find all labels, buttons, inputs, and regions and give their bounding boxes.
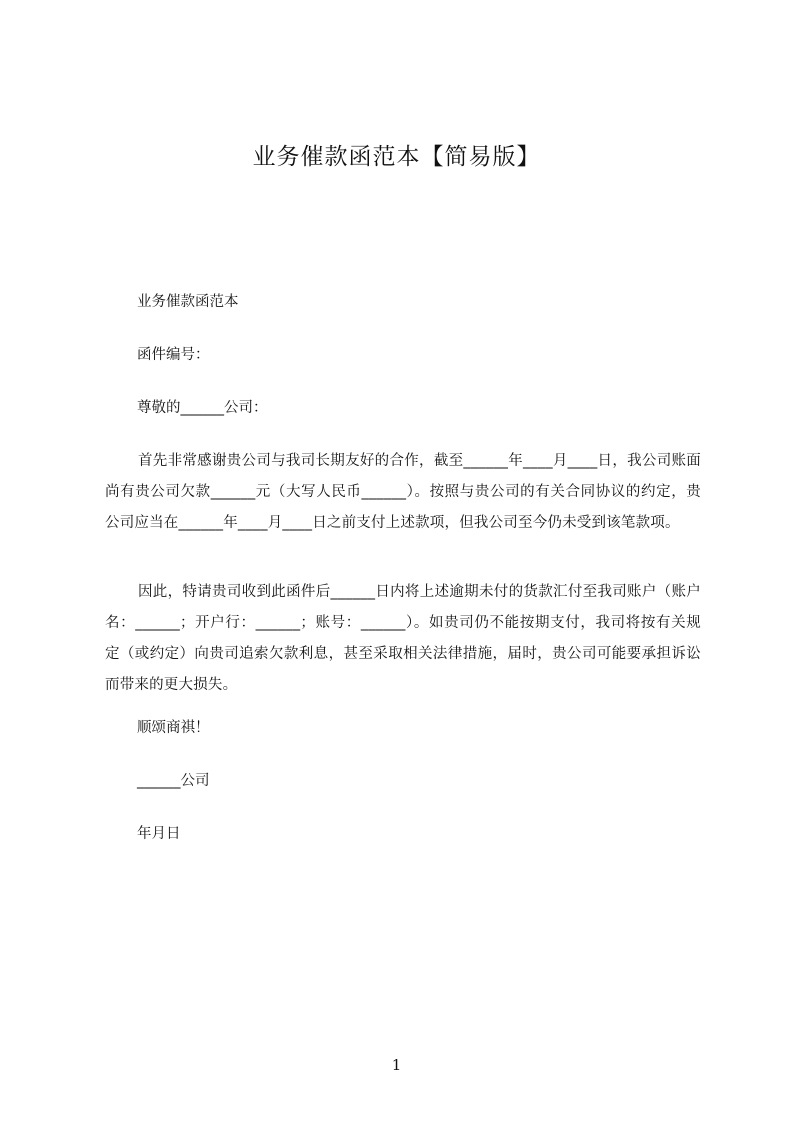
body-paragraph-2: 因此，特请贵司收到此函件后______日内将上述逾期未付的货款汇付至我司账户（账户名：______；开户行：______；账号：______）。如贵司仍不能按期支付，我司将按有关规定（或约定）向贵司追索欠款利息，甚至采取相关法律措施，届时，贵公司可能要承担诉讼而带来的更大损失。 xyxy=(105,584,701,693)
body-paragraph-1: 首先非常感谢贵公司与我司长期友好的合作，截至______年____月____日，我公司账面尚有贵公司欠款______元（大写人民币______）。按照与贵公司的有关合同协议的约定，贵公司应当在______年____月____日之前支付上述款项，但我公司至今仍未受到该笔款项。 xyxy=(105,453,701,531)
salutation: 尊敬的______公司： xyxy=(137,400,268,416)
date-line: 年月日 xyxy=(137,826,181,842)
signature-company: ______公司 xyxy=(137,773,210,789)
letter-number-label: 函件编号： xyxy=(137,347,210,363)
page-number: 1 xyxy=(391,1056,402,1074)
document-title: 业务催款函范本【简易版】 xyxy=(252,144,541,170)
letter-subtitle: 业务催款函范本 xyxy=(137,294,239,310)
closing-greeting: 顺颂商祺！ xyxy=(137,720,210,736)
